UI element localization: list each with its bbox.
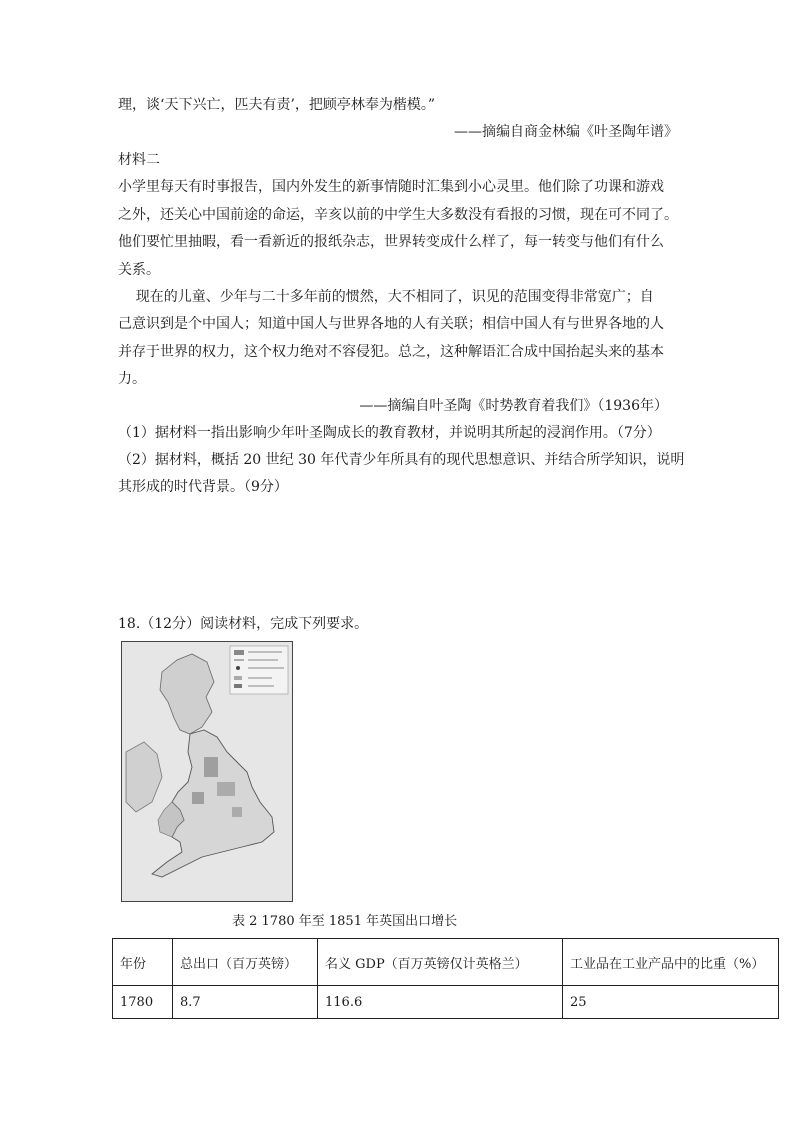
material2-line: 关系。 (118, 262, 160, 278)
material1-source: ——摘编自商金林编《叶圣陶年谱》 (454, 124, 678, 140)
material2-source: ——摘编自叶圣陶《时势教育着我们》（1936年） (359, 398, 668, 414)
cell-year: 1780 (113, 986, 173, 1019)
cell-industrial-share: 25 (563, 986, 779, 1019)
material2-line: 己意识到是个中国人；知道中国人与世界各地的人有关联；相信中国人有与世界各地的人 (118, 316, 664, 332)
header-total-exports: 总出口（百万英镑） (173, 939, 318, 986)
material2-line: 小学里每天有时事报告，国内外发生的新事情随时汇集到小心灵里。他们除了功课和游戏 (118, 179, 664, 195)
material2-line: 他们要忙里抽暇，看一看新近的报纸杂志，世界转变成什么样了，每一转变与他们有什么 (118, 234, 664, 250)
material2-line: 力。 (118, 371, 146, 387)
exports-table (112, 938, 779, 1019)
question-2-line-1: （2）据材料，概括 20 世纪 30 年代青少年所具有的现代思想意识、并结合所学知识，说明 (118, 452, 685, 468)
britain-map (121, 641, 293, 902)
cell-total-exports: 8.7 (173, 986, 318, 1019)
britain-map-graphic (122, 642, 292, 901)
material2-line: 现在的儿童、少年与二十多年前的惯然，大不相同了，识见的范围变得非常宽广；自 (118, 289, 654, 305)
cell-nominal-gdp: 116.6 (318, 986, 563, 1019)
material2-line: 之外，还关心中国前途的命运，辛亥以前的中学生大多数没有看报的习惯，现在可不同了。 (118, 207, 678, 223)
question-1: （1）据材料一指出影响少年叶圣陶成长的教育教材，并说明其所起的浸润作用。（7分） (118, 425, 661, 441)
question-2-line-2: 其形成的时代背景。（9分） (118, 479, 288, 495)
material2-line: 并存于世界的权力，这个权力绝对不容侵犯。总之，这种解语汇合成中国抬起头来的基本 (118, 344, 664, 360)
table-caption: 表 2 1780 年至 1851 年英国出口增长 (232, 914, 458, 929)
material2-title: 材料二 (118, 152, 160, 168)
header-year: 年份 (113, 939, 173, 986)
table-row (113, 986, 779, 1019)
table-header-row (113, 939, 779, 986)
header-nominal-gdp: 名义 GDP（百万英镑仅计英格兰） (318, 939, 563, 986)
question-18-header: 18.（12分）阅读材料，完成下列要求。 (118, 616, 369, 632)
header-industrial-share: 工业品在工业产品中的比重（%） (563, 939, 779, 986)
material1-line-end: 理，谈‘天下兴亡，匹夫有责’，把顾亭林奉为楷模。” (118, 97, 436, 113)
